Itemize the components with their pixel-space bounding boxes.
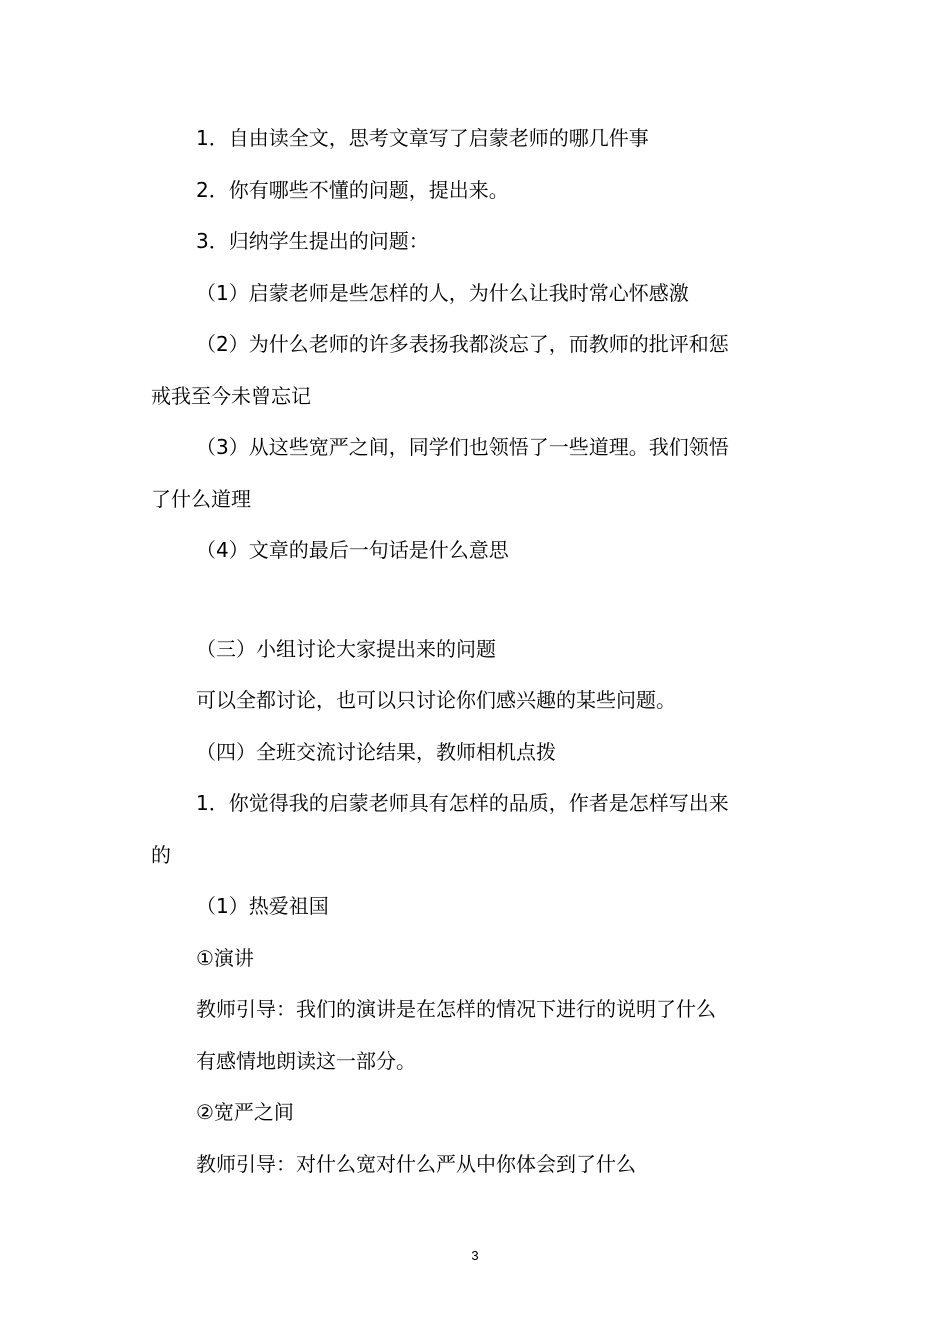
paragraph-line: 有感情地朗读这一部分。 <box>196 1048 416 1073</box>
paragraph-line: ②宽严之间 <box>196 1100 294 1124</box>
paragraph-line: ①演讲 <box>196 945 254 970</box>
paragraph-line: 1．自由读全文，思考文章写了启蒙老师的哪几件事 <box>196 126 649 150</box>
section-discussion <box>151 624 791 1191</box>
paragraph-line: 教师引导：我们的演讲是在怎样的情况下进行的说明了什么 <box>196 997 716 1021</box>
paragraph-line: （4）文章的最后一句话是什么意思 <box>196 538 509 562</box>
paragraph-line: 2．你有哪些不懂的问题，提出来。 <box>196 177 509 202</box>
paragraph-line: 戒我至今未曾忘记 <box>151 383 311 408</box>
paragraph-line: （1）启蒙老师是些怎样的人，为什么让我时常心怀感激 <box>196 280 689 305</box>
paragraph-line: 3．归纳学生提出的问题： <box>196 229 429 253</box>
paragraph-line: 了什么道理 <box>151 486 251 511</box>
section-heading: （四）全班交流讨论结果，教师相机点拨 <box>196 739 556 764</box>
section-questions <box>151 113 791 577</box>
page-number: 3 <box>471 1248 479 1263</box>
section-heading: （三）小组讨论大家提出来的问题 <box>196 636 496 661</box>
paragraph-line: 的 <box>151 842 171 867</box>
paragraph-line: （1）热爱祖国 <box>196 894 329 918</box>
paragraph-line: 教师引导：对什么宽对什么严从中你体会到了什么 <box>196 1151 636 1176</box>
paragraph-line: （2）为什么老师的许多表扬我都淡忘了，而教师的批评和惩 <box>196 332 729 356</box>
section-gap <box>151 577 791 624</box>
document-body <box>151 113 791 1190</box>
paragraph-line: （3）从这些宽严之间，同学们也领悟了一些道理。我们领悟 <box>196 435 729 459</box>
paragraph-line: 1．你觉得我的启蒙老师具有怎样的品质，作者是怎样写出来 <box>196 791 729 815</box>
paragraph-line: 可以全都讨论，也可以只讨论你们感兴趣的某些问题。 <box>196 688 676 712</box>
